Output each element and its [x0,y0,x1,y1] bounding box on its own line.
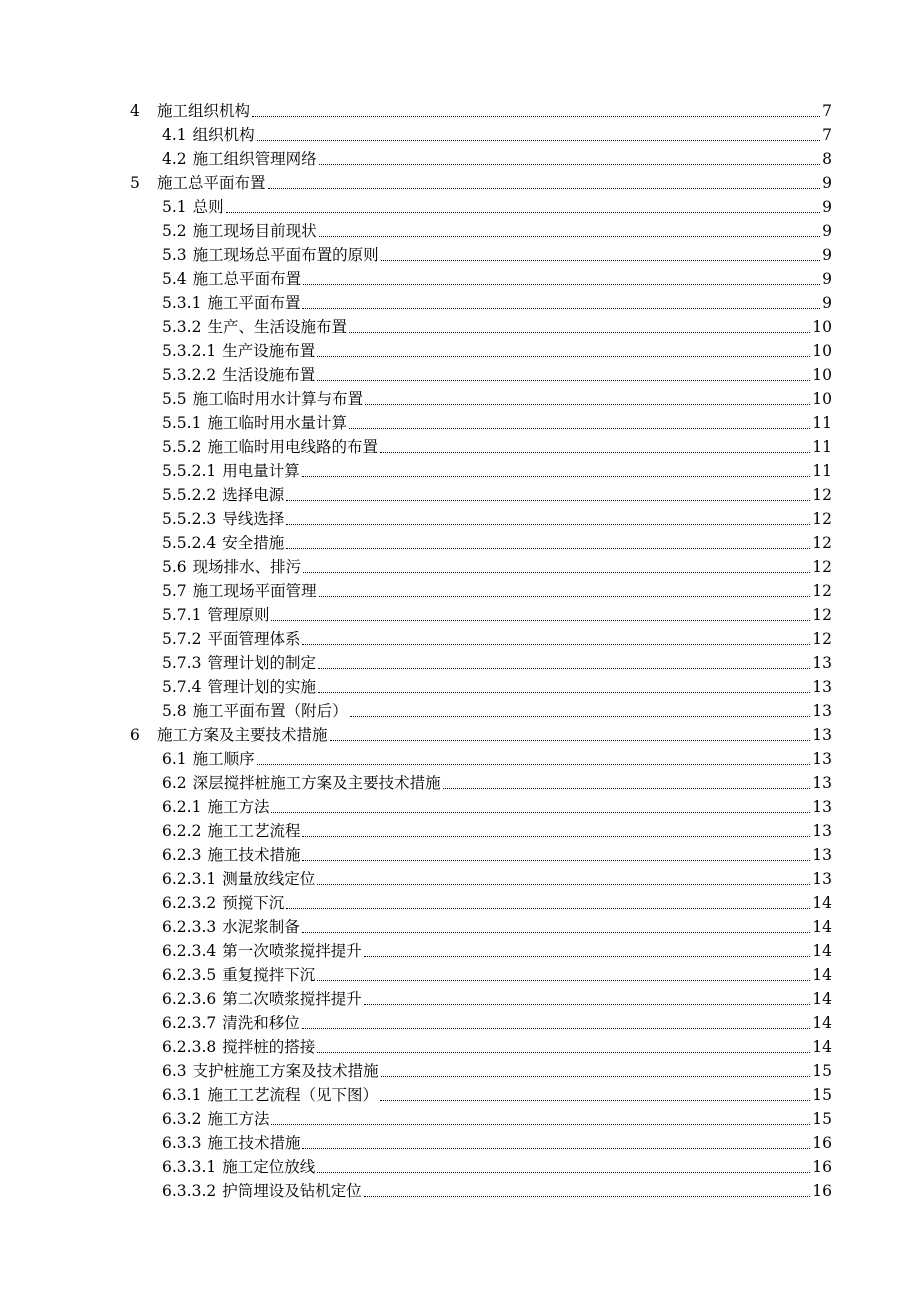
toc-entry-title: 施工方法 [207,798,270,816]
toc-dot-leader [302,269,821,289]
toc-dot-leader [301,461,812,481]
toc-entry[interactable] [162,217,832,241]
toc-entry[interactable] [162,625,832,649]
toc-entry-title: 施工平面布置 [207,294,301,312]
toc-entry-title: 预搅下沉 [222,894,285,912]
toc-entry-page-number: 12 [812,510,832,528]
toc-entry[interactable] [162,577,832,601]
toc-entry-label [162,269,302,289]
toc-dot-leader [270,1109,811,1129]
toc-entry-label [162,653,317,673]
toc-dot-leader [349,701,812,721]
toc-entry-page-number: 14 [812,1038,832,1056]
toc-entry-number: 6.3.3.1 [162,1158,217,1176]
toc-entry-label [162,221,318,241]
toc-entry-title: 施工顺序 [192,750,255,768]
toc-entry[interactable] [162,601,832,625]
toc-entry-number: 6.2.3.4 [162,942,217,960]
toc-entry-page-number: 11 [812,462,832,480]
toc-dot-leader [301,293,821,313]
toc-entry-title: 施工现场目前现状 [192,222,317,240]
toc-entry-label [162,629,301,649]
toc-dot-leader [380,1061,812,1081]
toc-dot-leader [348,317,811,337]
toc-entry-title: 施工临时用水计算与布置 [192,390,364,408]
toc-entry-page-number: 9 [822,198,832,216]
toc-entry-number: 6 [130,726,140,744]
toc-entry-page-number: 10 [812,318,832,336]
toc-entry[interactable] [162,553,832,577]
toc-entry[interactable] [162,961,832,985]
toc-entry-title: 管理原则 [207,606,270,624]
toc-entry[interactable] [162,1081,832,1105]
toc-entry-number: 6.3.2 [162,1110,202,1128]
toc-entry-number: 5.7.3 [162,654,202,672]
toc-entry-page-number: 15 [812,1086,832,1104]
toc-entry-label [162,917,301,937]
toc-entry-label [162,293,301,313]
toc-entry-title: 施工平面布置（附后） [192,702,348,720]
toc-entry-number: 6.2.2 [162,822,202,840]
toc-dot-leader [318,581,812,601]
toc-entry-page-number: 14 [812,894,832,912]
toc-entry-label [162,1133,301,1153]
toc-entry-title: 现场排水、排污 [192,558,302,576]
toc-entry-page-number: 13 [812,870,832,888]
toc-entry-number: 5.3.1 [162,294,202,312]
toc-entry-number: 5.8 [162,702,187,720]
toc-dot-leader [379,1085,811,1105]
toc-entry-label [162,365,316,385]
toc-entry-number: 5.5 [162,390,187,408]
toc-entry[interactable] [162,673,832,697]
toc-entry[interactable] [162,817,832,841]
toc-entry[interactable] [162,649,832,673]
toc-dot-leader [317,653,811,673]
toc-dot-leader [301,821,811,841]
toc-entry[interactable] [162,1009,832,1033]
toc-entry-number: 5.7.4 [162,678,202,696]
toc-dot-leader [301,629,811,649]
toc-entry[interactable] [162,745,832,769]
toc-entry-label [162,1013,301,1033]
toc-entry-number: 5.2 [162,222,187,240]
toc-entry-label [162,893,285,913]
toc-entry-number: 5.5.2.2 [162,486,217,504]
toc-entry[interactable] [162,913,832,937]
toc-dot-leader [270,797,811,817]
toc-entry-title: 第一次喷浆搅拌提升 [222,942,362,960]
toc-entry-number: 4.2 [162,150,187,168]
toc-dot-leader [380,245,821,265]
toc-entry-title: 总则 [192,198,224,216]
toc-entry[interactable] [162,985,832,1009]
toc-entry-title: 施工方法 [207,1110,270,1128]
toc-entry-label [162,869,316,889]
toc-entry-number: 5.5.2 [162,438,202,456]
toc-dot-leader [251,101,821,121]
toc-entry-label [162,773,442,793]
toc-entry[interactable] [162,793,832,817]
toc-entry-page-number: 16 [812,1182,832,1200]
toc-entry-page-number: 10 [812,366,832,384]
toc-entry-page-number: 7 [822,126,832,144]
toc-entry-label [162,125,256,145]
toc-dot-leader [270,605,811,625]
toc-entry[interactable] [162,361,832,385]
toc-entry[interactable] [162,865,832,889]
toc-entry-page-number: 15 [812,1062,832,1080]
toc-entry-title: 施工现场平面管理 [192,582,317,600]
toc-entry-title: 施工工艺流程（见下图） [207,1086,378,1104]
toc-entry-number: 5.3.2.2 [162,366,217,384]
toc-entry-number: 5.6 [162,558,187,576]
toc-entry[interactable] [162,193,832,217]
toc-entry-number: 5.4 [162,270,187,288]
toc-entry-number: 6.2.1 [162,798,202,816]
toc-dot-leader [316,965,811,985]
toc-entry-page-number: 11 [812,438,832,456]
toc-entry[interactable] [162,1129,832,1153]
toc-entry-label [162,1037,316,1057]
toc-dot-leader [302,557,811,577]
toc-dot-leader [301,917,812,937]
toc-entry-title: 施工定位放线 [222,1158,316,1176]
toc-entry-label [162,845,301,865]
toc-dot-leader [363,941,812,961]
toc-entry-page-number: 13 [812,846,832,864]
toc-entry[interactable] [162,481,832,505]
toc-entry-label [162,461,301,481]
toc-entry-label [162,509,285,529]
toc-entry-number: 6.1 [162,750,187,768]
toc-entry-title: 第二次喷浆搅拌提升 [222,990,362,1008]
toc-entry[interactable] [162,841,832,865]
toc-entry-title: 施工方案及主要技术措施 [157,726,328,744]
toc-entry-page-number: 13 [812,750,832,768]
toc-entry-number: 4 [130,102,140,120]
toc-entry[interactable] [162,313,832,337]
toc-dot-leader [363,1181,812,1201]
toc-entry[interactable] [162,121,832,145]
toc-entry-title: 平面管理体系 [207,630,301,648]
toc-entry-number: 5.3 [162,246,187,264]
toc-entry[interactable] [162,241,832,265]
toc-entry-page-number: 15 [812,1110,832,1128]
toc-dot-leader [316,365,811,385]
toc-entry-label [162,797,270,817]
toc-entry-page-number: 16 [812,1158,832,1176]
toc-entry-title: 深层搅拌桩施工方案及主要技术措施 [192,774,441,792]
toc-entry-page-number: 10 [812,390,832,408]
toc-entry-title: 管理计划的实施 [207,678,316,696]
toc-entry[interactable] [162,1153,832,1177]
toc-entry-title: 施工现场总平面布置的原则 [192,246,379,264]
toc-entry-number: 6.3.3.2 [162,1182,217,1200]
toc-entry-page-number: 12 [812,582,832,600]
toc-entry-page-number: 13 [812,726,832,744]
toc-dot-leader [318,149,821,169]
toc-entry-label [130,173,267,193]
toc-entry-page-number: 13 [812,822,832,840]
toc-entry-page-number: 7 [822,102,832,120]
toc-dot-leader [256,749,812,769]
toc-entry-label [130,101,251,121]
toc-entry[interactable] [162,505,832,529]
toc-entry-number: 6.2.3.2 [162,894,217,912]
toc-entry-title: 施工技术措施 [207,1134,301,1152]
toc-entry-page-number: 12 [812,630,832,648]
toc-entry[interactable] [162,937,832,961]
toc-entry[interactable] [162,337,832,361]
toc-entry-title: 生产、生活设施布置 [207,318,347,336]
toc-entry-number: 6.3.1 [162,1086,202,1104]
toc-entry[interactable] [162,457,832,481]
toc-entry-title: 施工临时用电线路的布置 [207,438,378,456]
toc-entry-label [162,581,318,601]
toc-entry-page-number: 13 [812,774,832,792]
toc-dot-leader [285,893,811,913]
toc-entry-page-number: 9 [822,246,832,264]
toc-dot-leader [301,1133,811,1153]
toc-entry-title: 导线选择 [222,510,285,528]
toc-dot-leader [316,869,811,889]
toc-entry[interactable] [162,697,832,721]
toc-dot-leader [301,1013,812,1033]
toc-entry[interactable] [130,169,832,193]
toc-entry-title: 测量放线定位 [222,870,316,888]
toc-dot-leader [316,1037,811,1057]
toc-entry-number: 6.3 [162,1062,187,1080]
toc-entry-page-number: 14 [812,990,832,1008]
toc-entry-label [162,557,302,577]
toc-entry-label [162,677,317,697]
toc-entry[interactable] [162,1033,832,1057]
toc-entry[interactable] [130,721,832,745]
toc-entry-label [162,341,316,361]
toc-entry-number: 6.2.3.7 [162,1014,217,1032]
toc-entry[interactable] [130,97,832,121]
toc-dot-leader [329,725,812,745]
toc-entry-title: 施工组织管理网络 [192,150,317,168]
toc-entry-page-number: 10 [812,342,832,360]
toc-dot-leader [285,509,811,529]
toc-entry-number: 5.1 [162,198,187,216]
toc-entry-title: 用电量计算 [222,462,300,480]
toc-dot-leader [317,677,811,697]
toc-entry-page-number: 13 [812,678,832,696]
toc-entry-number: 6.2.3.8 [162,1038,217,1056]
toc-entry-title: 选择电源 [222,486,285,504]
toc-entry[interactable] [162,409,832,433]
toc-entry-number: 5.7.1 [162,606,202,624]
toc-entry-page-number: 14 [812,1014,832,1032]
toc-entry-number: 5.7 [162,582,187,600]
toc-entry-title: 支护桩施工方案及技术措施 [192,1062,379,1080]
toc-dot-leader [316,341,811,361]
toc-entry-page-number: 13 [812,798,832,816]
toc-entry-label [162,197,225,217]
toc-entry-number: 5.3.2.1 [162,342,217,360]
toc-entry-page-number: 9 [822,174,832,192]
toc-dot-leader [256,125,821,145]
toc-entry-page-number: 16 [812,1134,832,1152]
toc-entry-number: 6.2.3 [162,846,202,864]
toc-entry-title: 生产设施布置 [222,342,316,360]
toc-entry[interactable] [162,889,832,913]
toc-entry-number: 6.2 [162,774,187,792]
toc-entry-label [162,437,379,457]
toc-entry-label [162,941,363,961]
toc-entry-page-number: 12 [812,486,832,504]
toc-entry-label [162,1085,379,1105]
toc-entry[interactable] [162,769,832,793]
toc-dot-leader [316,1157,811,1177]
toc-entry-page-number: 11 [812,414,832,432]
toc-entry-page-number: 12 [812,534,832,552]
toc-entry[interactable] [162,433,832,457]
toc-entry-number: 5.5.1 [162,414,202,432]
toc-entry-title: 施工技术措施 [207,846,301,864]
toc-entry-title: 组织机构 [192,126,255,144]
toc-entry-label [162,965,316,985]
toc-entry-label [162,1109,270,1129]
toc-dot-leader [363,989,812,1009]
toc-entry-label [162,1157,316,1177]
toc-dot-leader [442,773,812,793]
toc-entry-number: 6.2.3.3 [162,918,217,936]
toc-entry-page-number: 8 [822,150,832,168]
toc-entry-number: 6.2.3.5 [162,966,217,984]
toc-entry-page-number: 9 [822,270,832,288]
toc-entry-page-number: 12 [812,558,832,576]
toc-entry-number: 5.7.2 [162,630,202,648]
toc-entry-page-number: 13 [812,654,832,672]
toc-entry-page-number: 14 [812,942,832,960]
toc-entry-number: 5.3.2 [162,318,202,336]
toc-entry-page-number: 12 [812,606,832,624]
toc-entry-page-number: 14 [812,918,832,936]
toc-entry-label [162,149,318,169]
toc-entry-number: 5.5.2.4 [162,534,217,552]
toc-entry-number: 5 [130,174,140,192]
toc-entry-label [162,245,380,265]
toc-entry[interactable] [162,289,832,313]
toc-entry-page-number: 13 [812,702,832,720]
toc-dot-leader [285,485,811,505]
toc-dot-leader [379,437,811,457]
toc-entry[interactable] [162,265,832,289]
toc-entry-number: 6.3.3 [162,1134,202,1152]
toc-entry-title: 施工总平面布置 [157,174,266,192]
toc-entry-title: 施工临时用水量计算 [207,414,347,432]
toc-entry[interactable] [162,1105,832,1129]
toc-entry-label [162,485,285,505]
toc-entry[interactable] [162,1057,832,1081]
toc-entry-number: 5.5.2.3 [162,510,217,528]
toc-entry-label [162,1181,363,1201]
toc-entry-label [162,389,364,409]
toc-dot-leader [267,173,822,193]
toc-entry[interactable] [162,529,832,553]
toc-entry-page-number: 9 [822,294,832,312]
toc-entry-title: 重复搅拌下沉 [222,966,316,984]
toc-entry-title: 清洗和移位 [222,1014,300,1032]
toc-entry-number: 4.1 [162,126,187,144]
toc-entry-title: 护筒埋设及钻机定位 [222,1182,362,1200]
toc-entry-title: 搅拌桩的搭接 [222,1038,316,1056]
toc-entry-title: 施工总平面布置 [192,270,302,288]
toc-entry-number: 6.2.3.1 [162,870,217,888]
toc-entry-label [130,725,329,745]
toc-entry-page-number: 9 [822,222,832,240]
toc-dot-leader [318,221,821,241]
toc-entry-label [162,821,301,841]
toc-entry-label [162,317,348,337]
toc-entry[interactable] [162,145,832,169]
toc-entry-title: 水泥浆制备 [222,918,300,936]
toc-dot-leader [364,389,811,409]
toc-entry-title: 安全措施 [222,534,285,552]
toc-entry-page-number: 14 [812,966,832,984]
toc-dot-leader [301,845,811,865]
toc-entry[interactable] [162,385,832,409]
toc-entry-label [162,533,285,553]
toc-dot-leader [285,533,811,553]
toc-entry-label [162,1061,380,1081]
toc-entry-number: 6.2.3.6 [162,990,217,1008]
toc-entry-label [162,749,256,769]
toc-entry-title: 施工组织机构 [157,102,251,120]
toc-dot-leader [225,197,821,217]
toc-entry-label [162,605,270,625]
toc-entry-label [162,989,363,1009]
toc-entry-title: 生活设施布置 [222,366,316,384]
toc-entry-title: 管理计划的制定 [207,654,316,672]
toc-entry-label [162,413,348,433]
toc-dot-leader [348,413,811,433]
toc-entry[interactable] [162,1177,832,1201]
toc-entry-label [162,701,349,721]
toc-entry-title: 施工工艺流程 [207,822,301,840]
toc-entry-number: 5.5.2.1 [162,462,217,480]
